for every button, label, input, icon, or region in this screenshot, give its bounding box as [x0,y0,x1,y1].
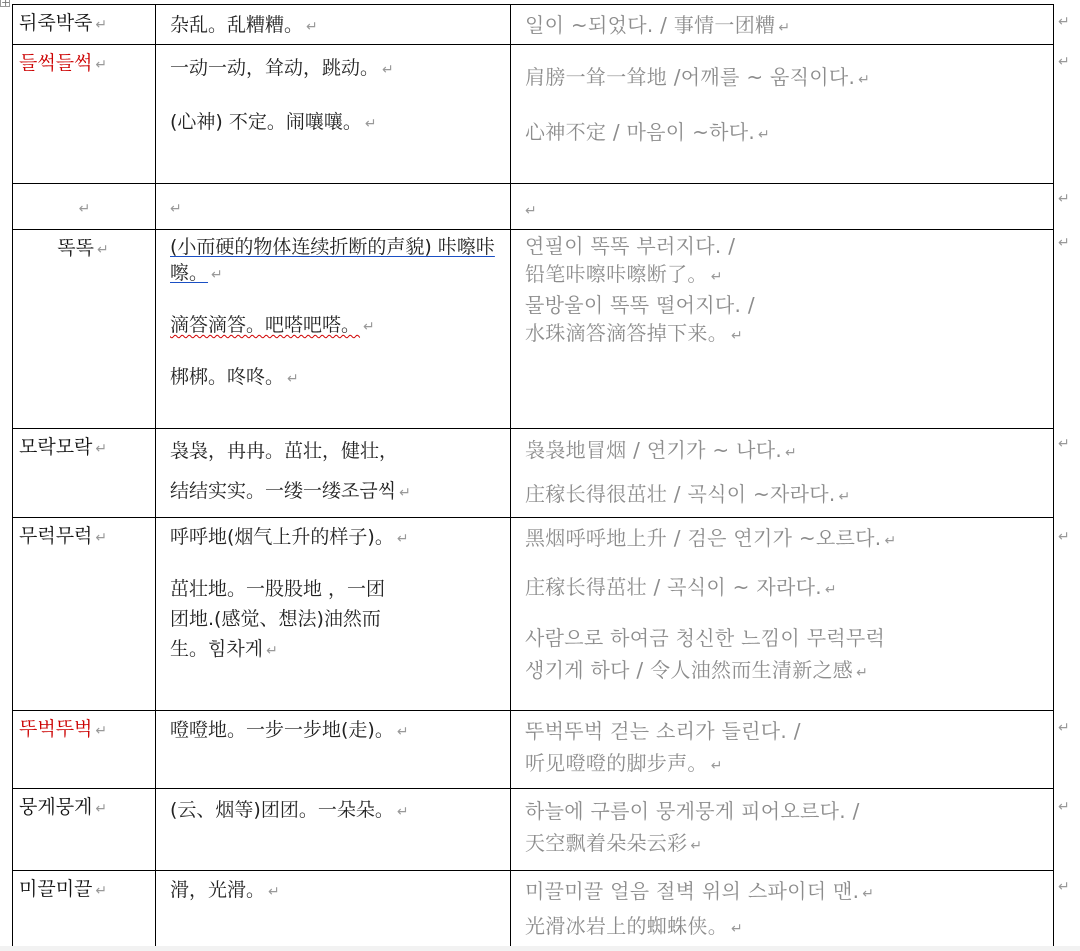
example-text: 하늘에 구름이 뭉게뭉게 피어오르다. / [525,799,860,823]
example-text: 听见噔噔的脚步声。 [525,751,708,775]
paragraph-mark-icon: ↵ [96,242,109,258]
example-text: 心神不定 / 마음이 ~하다. [525,120,756,144]
meaning-text: 结结实实。一缕一缕조금씩 [170,480,397,502]
row-end-mark-icon: ↵ [1058,14,1070,30]
example-text: 铅笔咔嚓咔嚓断了。 [525,262,708,286]
row-end-mark-icon: ↵ [1058,799,1070,815]
meaning-cell [156,871,511,951]
example-text: 水珠滴答滴答掉下来。 [525,321,728,345]
paragraph-mark-icon: ↵ [170,201,182,217]
term-text: 뒤죽박죽 [19,12,93,34]
example-cell [511,518,1054,711]
table-row [13,789,1054,871]
meaning-cell [156,5,511,45]
term-text: 무럭무럭 [19,525,93,547]
paragraph-mark-icon: ↵ [858,72,871,88]
example-text: 뚜벅뚜벅 걷는 소리가 들린다. / [525,719,801,743]
paragraph-mark-icon: ↵ [824,582,837,598]
example-text: 연필이 똑똑 부러지다. / [525,234,736,258]
paragraph-mark-icon: ↵ [399,485,411,501]
example-text: 생기게 하다 / 令人油然而生清新之感 [525,658,854,682]
paragraph-mark-icon: ↵ [266,643,278,659]
table-row [13,45,1054,184]
example-text: 肩膀一耸一耸地 /어깨를 ~ 움직이다. [525,65,856,89]
term-cell [13,5,156,45]
meaning-text: 滴答滴答。吧嗒吧嗒。 [170,314,361,336]
meaning-text: (心神) 不定。闹嚷嚷。 [170,111,362,133]
example-text: 天空飘着朵朵云彩 [525,831,688,855]
table-row [13,230,1054,429]
table-row [13,5,1054,45]
term-cell [13,45,156,184]
example-text: 미끌미끌 얼음 절벽 위의 스파이더 맨. [525,879,860,903]
meaning-cell [156,429,511,518]
paragraph-mark-icon: ↵ [690,838,703,854]
table-row [13,429,1054,518]
example-cell [511,429,1054,518]
table-row [13,711,1054,789]
meaning-text: 袅袅，冉冉。茁壮，健壮， [170,440,399,462]
meaning-cell [156,45,511,184]
example-text: 사람으로 하여금 청신한 느낌이 무럭무럭 [525,626,886,650]
paragraph-mark-icon: ↵ [731,328,744,344]
page-bottom-edge [0,946,1080,951]
term-text: 뚜벅뚜벅 [19,718,93,740]
paragraph-mark-icon: ↵ [884,533,897,549]
term-cell [13,711,156,789]
example-cell [511,184,1054,230]
term-cell [13,789,156,871]
paragraph-mark-icon: ↵ [838,489,851,505]
meaning-text: (云、烟等)团团。一朵朵。 [170,799,394,821]
paragraph-mark-icon: ↵ [396,804,409,820]
paragraph-mark-icon: ↵ [710,758,723,774]
paragraph-mark-icon: ↵ [710,269,723,285]
example-cell [511,230,1054,429]
paragraph-mark-icon: ↵ [382,62,394,78]
example-text: 庄稼长得很茁壮 / 곡식이 ~자라다. [525,482,836,506]
paragraph-mark-icon: ↵ [78,201,91,217]
meaning-cell [156,518,511,711]
paragraph-mark-icon: ↵ [363,319,375,335]
row-end-mark-icon: ↵ [1058,191,1070,207]
table-row [13,184,1054,230]
paragraph-mark-icon: ↵ [778,20,791,36]
paragraph-mark-icon: ↵ [862,886,875,902]
meaning-cell [156,711,511,789]
term-text: 들썩들썩 [19,52,93,74]
example-text: 물방울이 똑똑 떨어지다. / [525,293,755,317]
paragraph-mark-icon: ↵ [525,203,538,219]
term-text: 모락모락 [19,436,93,458]
paragraph-mark-icon: ↵ [268,884,280,900]
table-row [13,871,1054,951]
table-row [13,518,1054,711]
example-cell [511,5,1054,45]
term-cell [13,871,156,951]
paragraph-mark-icon: ↵ [784,445,798,461]
paragraph-mark-icon: ↵ [396,724,409,740]
example-cell [511,45,1054,184]
meaning-text: 茁壮地。一股股地 ，一团 [170,578,386,600]
paragraph-mark-icon: ↵ [95,723,108,739]
example-cell [511,871,1054,951]
vocabulary-table [12,4,1054,951]
meaning-text: (小而硬的物体连续折断的声貌) 咔嚓咔嚓。 [170,236,495,284]
paragraph-mark-icon: ↵ [287,371,299,387]
row-end-mark-icon: ↵ [1058,436,1070,452]
example-cell [511,789,1054,871]
example-cell [511,711,1054,789]
term-cell [13,230,156,429]
row-end-mark-icon: ↵ [1058,54,1070,70]
row-end-mark-icon: ↵ [1058,720,1070,736]
term-text: 미끌미끌 [19,878,93,900]
paragraph-mark-icon: ↵ [396,531,409,547]
meaning-text: 团地.(感觉、想法)油然而 [170,608,381,630]
meaning-text: 生。힘차게 [170,638,264,660]
example-text: 袅袅地冒烟 / 연기가 ~ 나다. [525,438,782,462]
paragraph-mark-icon: ↵ [95,530,108,546]
term-text: 똑똑 [57,237,94,259]
paragraph-mark-icon: ↵ [95,57,108,73]
meaning-text: 梆梆。咚咚。 [170,366,285,388]
paragraph-mark-icon: ↵ [731,921,744,937]
row-end-mark-icon: ↵ [1058,529,1070,545]
row-end-mark-icon: ↵ [1058,235,1070,251]
row-end-mark-icon: ↵ [1058,879,1070,895]
paragraph-mark-icon: ↵ [95,441,108,457]
meaning-cell [156,184,511,230]
meaning-cell [156,789,511,871]
paragraph-mark-icon: ↵ [211,267,223,283]
meaning-cell [156,230,511,429]
paragraph-mark-icon: ↵ [306,19,318,35]
term-text: 뭉게뭉게 [19,796,93,818]
paragraph-mark-icon: ↵ [95,17,108,33]
paragraph-mark-icon: ↵ [95,801,108,817]
paragraph-mark-icon: ↵ [758,127,771,143]
example-text: 光滑冰岩上的蜘蛛侠。 [525,914,728,938]
example-text: 일이 ~되었다. / 事情一团糟 [525,13,776,37]
paragraph-mark-icon: ↵ [856,665,869,681]
term-cell [13,184,156,230]
paragraph-mark-icon: ↵ [95,883,108,899]
meaning-text: 滑，光滑。 [170,879,266,901]
example-text: 黑烟呼呼地上升 / 검은 연기가 ~오르다. [525,526,882,550]
term-cell [13,429,156,518]
paragraph-mark-icon: ↵ [364,116,377,132]
table-move-handle-icon[interactable]: + [0,0,10,7]
meaning-text: 呼呼地(烟气上升的样子)。 [170,526,394,548]
example-text: 庄稼长得茁壮 / 곡식이 ~ 자라다. [525,575,822,599]
term-cell [13,518,156,711]
meaning-text: 一动一动，耸动，跳动。 [170,57,380,79]
meaning-text: 杂乱。乱糟糟。 [170,14,304,36]
meaning-text: 噔噔地。一步一步地(走)。 [170,719,394,741]
